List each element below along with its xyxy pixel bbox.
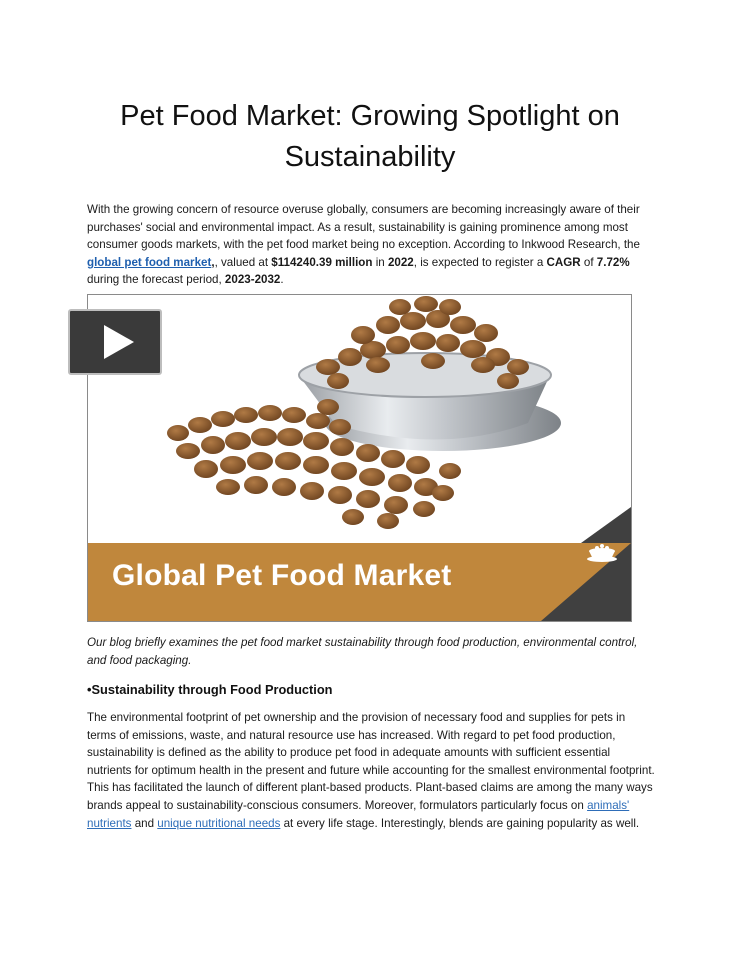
intro-text: With the growing concern of resource overuse globally, consumers are becoming increasingly aware of their purchases' social and environmental impact. As a result, sustainability is gaining prominence among most consumer goods markets, with the pet food market being no exception. According to Inkwood Research, the bbox=[87, 203, 640, 252]
banner-title: Global Pet Food Market bbox=[112, 559, 452, 592]
section-text: and bbox=[131, 816, 158, 830]
page-title: Pet Food Market: Growing Spotlight on Sustainability bbox=[120, 100, 620, 173]
animals-nutrients-link[interactable]: animals' nutrients bbox=[87, 798, 630, 830]
intro-text: of bbox=[580, 255, 597, 269]
global-pet-food-market-link[interactable]: global pet food market bbox=[87, 255, 212, 269]
dog-food-bowl-illustration bbox=[88, 295, 631, 543]
intro-paragraph bbox=[87, 201, 657, 289]
play-icon bbox=[70, 311, 160, 373]
forecast-period: 2023-2032 bbox=[224, 273, 281, 287]
cagr-value: 7.72% bbox=[596, 255, 630, 269]
section-paragraph bbox=[87, 709, 657, 832]
link-comma: , bbox=[211, 255, 215, 269]
banner bbox=[88, 543, 631, 621]
pet-food-image bbox=[87, 294, 632, 622]
base-year: 2022 bbox=[387, 255, 414, 269]
blog-caption: Our blog briefly examines the pet food market sustainability through food production, environmental control, and food packaging. bbox=[87, 636, 638, 667]
intro-text: , is expected to register a bbox=[413, 255, 547, 269]
section-text: at every life stage. Interestingly, blends are gaining popularity as well. bbox=[280, 816, 640, 830]
cagr-label: CAGR bbox=[546, 255, 581, 269]
intro-text: , valued at bbox=[214, 255, 272, 269]
intro-text: during the forecast period, bbox=[87, 273, 225, 287]
market-value: $114240.39 million bbox=[271, 255, 373, 269]
intro-text: . bbox=[280, 273, 284, 287]
play-button[interactable] bbox=[68, 309, 162, 375]
section-heading: •Sustainability through Food Production bbox=[87, 682, 333, 697]
intro-text: in bbox=[372, 255, 388, 269]
section-text: The environmental footprint of pet ownership and the provision of necessary food and supplies for pets in terms of emissions, waste, and natural resource use has increased. With regard to pet food production, sustainability is defined as the ability to produce pet food in adequate amounts with sufficient essential nutrients for optimum health in the present and future while accounting for the smallest environmental footprint. This has facilitated the launch of different plant-based products. Plant-based claims are among the many ways brands appeal to sustainability-conscious consumers. Moreover, formulators particularly focus on bbox=[87, 711, 655, 812]
dog-bowl-icon bbox=[585, 539, 619, 563]
unique-nutritional-needs-link[interactable]: unique nutritional needs bbox=[157, 816, 281, 830]
banner-dark-accent bbox=[581, 507, 631, 543]
